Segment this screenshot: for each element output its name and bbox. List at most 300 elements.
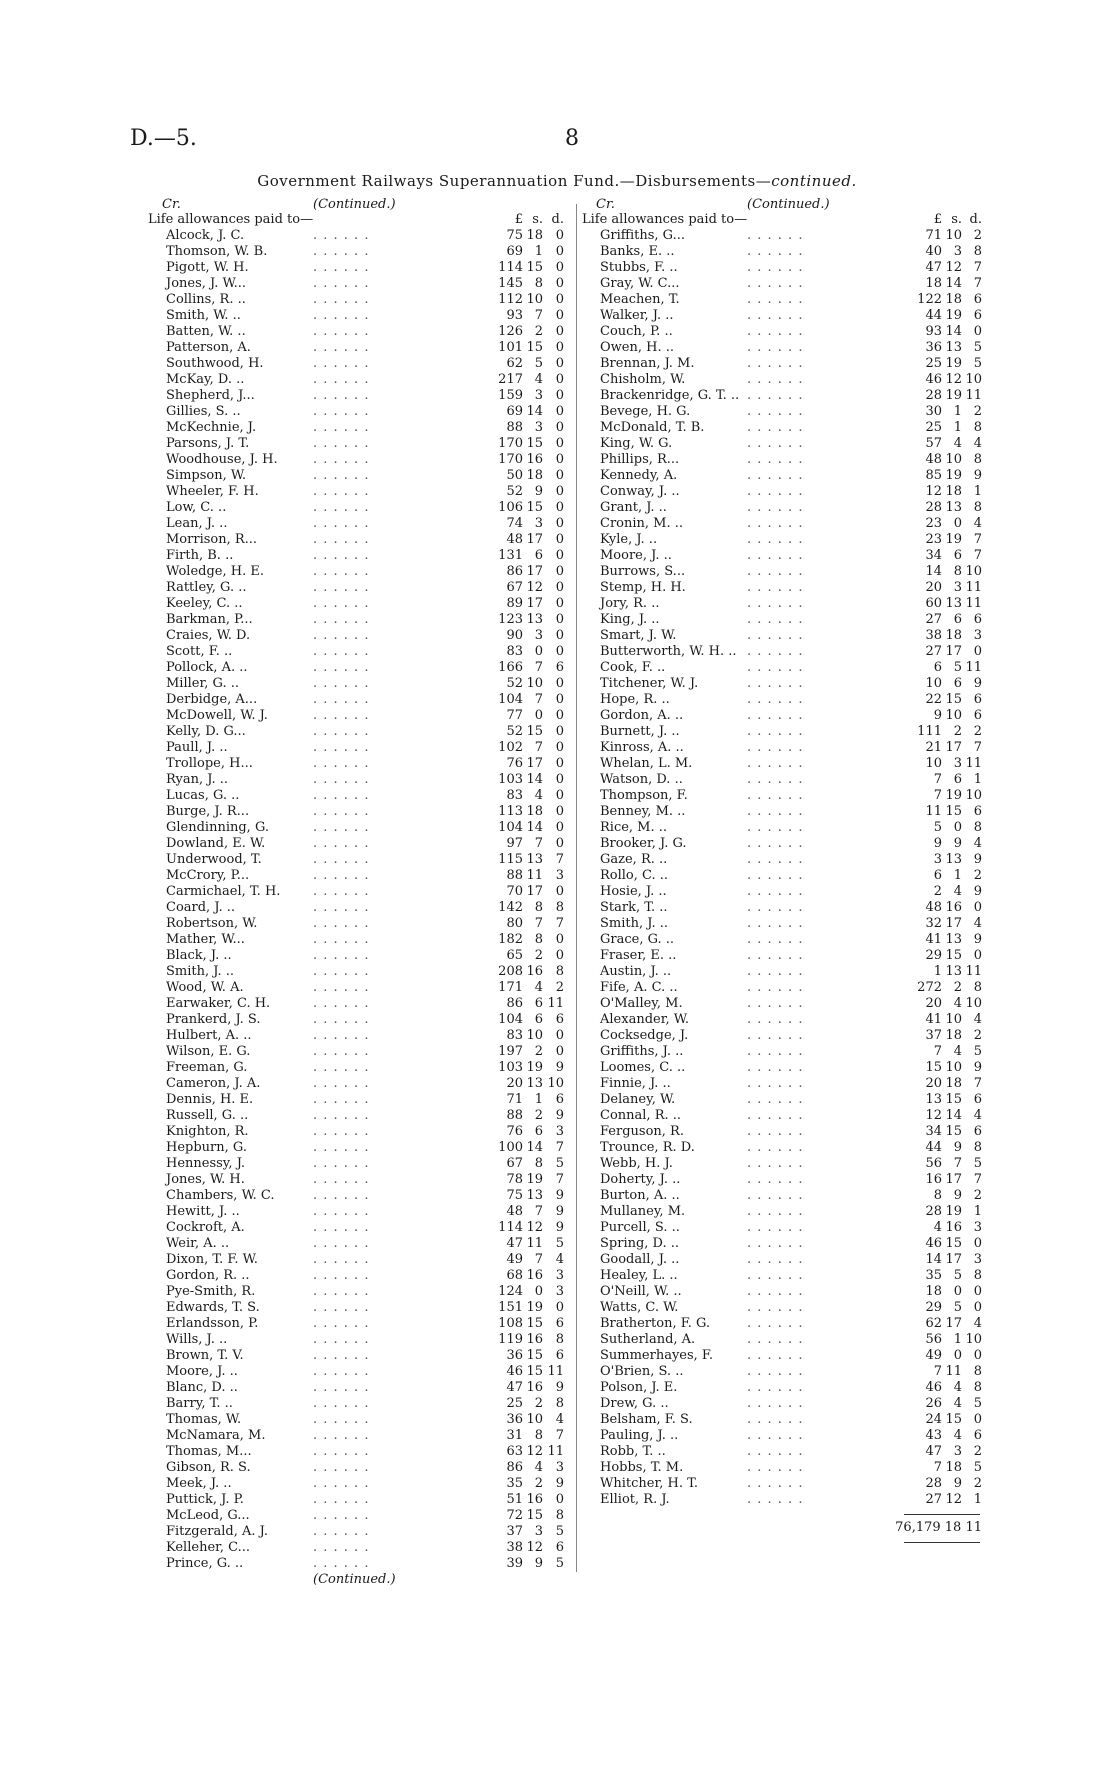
amount-shillings: 10 bbox=[526, 1412, 543, 1427]
leader-dots: . . . . . . bbox=[313, 1252, 370, 1267]
amount-pounds: 29 bbox=[925, 1300, 942, 1315]
amount-shillings: 17 bbox=[945, 644, 962, 659]
amount-shillings: 7 bbox=[534, 692, 543, 707]
amount-pence: 0 bbox=[555, 292, 564, 307]
grand-total-row bbox=[582, 1520, 1000, 1536]
amount-pounds: 86 bbox=[506, 996, 523, 1011]
amount-pence: 0 bbox=[555, 452, 564, 467]
amount-pounds: 115 bbox=[498, 852, 523, 867]
amount-pounds: 48 bbox=[506, 1204, 523, 1219]
amount-pounds: 28 bbox=[925, 500, 942, 515]
leader-dots: . . . . . . bbox=[313, 1556, 370, 1571]
amount-pence: 7 bbox=[973, 532, 982, 547]
left-column-footer bbox=[148, 1572, 573, 1588]
recipient-name: Banks, E. .. bbox=[600, 244, 675, 259]
leader-dots: . . . . . . bbox=[747, 452, 804, 467]
amount-shillings: 19 bbox=[945, 532, 962, 547]
allowance-row bbox=[148, 1540, 573, 1556]
leader-dots: . . . . . . bbox=[747, 1476, 804, 1491]
amount-pounds: 12 bbox=[925, 1108, 942, 1123]
allowance-row bbox=[148, 260, 573, 276]
amount-pence: 10 bbox=[965, 1332, 982, 1347]
recipient-name: Phillips, R... bbox=[600, 452, 680, 467]
leader-dots: . . . . . . bbox=[313, 740, 370, 755]
amount-pounds: 14 bbox=[925, 564, 942, 579]
recipient-name: Collins, R. .. bbox=[166, 292, 246, 307]
amount-shillings: 0 bbox=[534, 1284, 543, 1299]
amount-shillings: 3 bbox=[534, 1524, 543, 1539]
allowance-row bbox=[148, 436, 573, 452]
amount-shillings: 12 bbox=[526, 1444, 543, 1459]
allowance-row bbox=[148, 1092, 573, 1108]
amount-pounds: 24 bbox=[925, 1412, 942, 1427]
amount-pounds: 56 bbox=[925, 1156, 942, 1171]
leader-dots: . . . . . . bbox=[747, 420, 804, 435]
amount-shillings: 18 bbox=[945, 1076, 962, 1091]
continued-footer-label: (Continued.) bbox=[313, 1572, 396, 1587]
allowance-row bbox=[148, 932, 573, 948]
amount-shillings: 12 bbox=[945, 372, 962, 387]
allowance-row bbox=[582, 1204, 1000, 1220]
leader-dots: . . . . . . bbox=[747, 1252, 804, 1267]
allowance-row bbox=[582, 1332, 1000, 1348]
amount-shillings: 0 bbox=[953, 820, 962, 835]
amount-pence: 0 bbox=[555, 772, 564, 787]
leader-dots: . . . . . . bbox=[313, 1108, 370, 1123]
allowance-row bbox=[582, 692, 1000, 708]
leader-dots: . . . . . . bbox=[313, 612, 370, 627]
amount-pounds: 46 bbox=[925, 1236, 942, 1251]
amount-pounds: 69 bbox=[506, 244, 523, 259]
leader-dots: . . . . . . bbox=[313, 324, 370, 339]
amount-shillings: 18 bbox=[526, 228, 543, 243]
amount-pounds: 48 bbox=[925, 900, 942, 915]
amount-pounds: 88 bbox=[506, 1108, 523, 1123]
leader-dots: . . . . . . bbox=[313, 1492, 370, 1507]
amount-pounds: 35 bbox=[506, 1476, 523, 1491]
allowance-row bbox=[148, 1220, 573, 1236]
recipient-name: Grace, G. .. bbox=[600, 932, 675, 947]
amount-shillings: 11 bbox=[526, 1236, 543, 1251]
amount-shillings: 1 bbox=[953, 404, 962, 419]
amount-shillings: 15 bbox=[526, 1508, 543, 1523]
allowance-row bbox=[148, 1380, 573, 1396]
leader-dots: . . . . . . bbox=[313, 1460, 370, 1475]
amount-pounds: 100 bbox=[498, 1140, 523, 1155]
amount-pence: 6 bbox=[973, 692, 982, 707]
leader-dots: . . . . . . bbox=[747, 900, 804, 915]
allowance-row bbox=[582, 916, 1000, 932]
amount-shillings: 7 bbox=[534, 1252, 543, 1267]
leader-dots: . . . . . . bbox=[313, 436, 370, 451]
allowance-row bbox=[148, 788, 573, 804]
left-column-header bbox=[148, 198, 573, 212]
leader-dots: . . . . . . bbox=[313, 260, 370, 275]
amount-pounds: 119 bbox=[498, 1332, 523, 1347]
allowance-row bbox=[148, 644, 573, 660]
amount-pounds: 36 bbox=[506, 1348, 523, 1363]
leader-dots: . . . . . . bbox=[313, 628, 370, 643]
amount-pounds: 75 bbox=[506, 228, 523, 243]
amount-shillings: 8 bbox=[534, 276, 543, 291]
amount-shillings: 19 bbox=[945, 468, 962, 483]
amount-pence: 4 bbox=[973, 1108, 982, 1123]
amount-pence: 8 bbox=[973, 1380, 982, 1395]
allowance-row bbox=[148, 1348, 573, 1364]
recipient-name: Low, C. .. bbox=[166, 500, 227, 515]
leader-dots: . . . . . . bbox=[747, 1108, 804, 1123]
amount-pounds: 3 bbox=[933, 852, 942, 867]
recipient-name: McDowell, W. J. bbox=[166, 708, 268, 723]
amount-shillings: 13 bbox=[526, 1076, 543, 1091]
amount-shillings: 4 bbox=[953, 884, 962, 899]
leader-dots: . . . . . . bbox=[747, 980, 804, 995]
leader-dots: . . . . . . bbox=[313, 388, 370, 403]
leader-dots: . . . . . . bbox=[313, 788, 370, 803]
amount-pence: 3 bbox=[555, 1268, 564, 1283]
amount-pence: 1 bbox=[973, 484, 982, 499]
amount-pence: 0 bbox=[973, 324, 982, 339]
leader-dots: . . . . . . bbox=[747, 1268, 804, 1283]
allowance-row bbox=[148, 948, 573, 964]
allowance-row bbox=[582, 628, 1000, 644]
recipient-name: Cook, F. .. bbox=[600, 660, 666, 675]
allowance-row bbox=[148, 244, 573, 260]
recipient-name: Fitzgerald, A. J. bbox=[166, 1524, 268, 1539]
amount-pounds: 159 bbox=[498, 388, 523, 403]
amount-pence: 0 bbox=[555, 404, 564, 419]
allowance-row bbox=[582, 1092, 1000, 1108]
leader-dots: . . . . . . bbox=[747, 356, 804, 371]
amount-pence: 2 bbox=[973, 1444, 982, 1459]
grand-total-amount: 76,179 18 11 bbox=[895, 1520, 982, 1535]
right-column-header bbox=[582, 198, 1000, 212]
allowance-row bbox=[148, 596, 573, 612]
recipient-name: Morrison, R... bbox=[166, 532, 258, 547]
amount-shillings: 2 bbox=[953, 724, 962, 739]
amount-pence: 4 bbox=[555, 1252, 564, 1267]
leader-dots: . . . . . . bbox=[747, 916, 804, 931]
allowance-row bbox=[582, 932, 1000, 948]
leader-dots: . . . . . . bbox=[747, 788, 804, 803]
leader-dots: . . . . . . bbox=[747, 292, 804, 307]
allowance-row bbox=[148, 724, 573, 740]
recipient-name: Smith, W. .. bbox=[166, 308, 241, 323]
amount-pence: 9 bbox=[555, 1204, 564, 1219]
amount-pounds: 52 bbox=[506, 676, 523, 691]
amount-shillings: 15 bbox=[526, 724, 543, 739]
document-code: D.—5. bbox=[130, 126, 197, 151]
recipient-name: Coard, J. .. bbox=[166, 900, 236, 915]
leader-dots: . . . . . . bbox=[313, 1364, 370, 1379]
amount-pence: 4 bbox=[973, 516, 982, 531]
amount-shillings: 4 bbox=[953, 996, 962, 1011]
amount-pence: 8 bbox=[973, 244, 982, 259]
amount-shillings: 19 bbox=[945, 308, 962, 323]
amount-shillings: 18 bbox=[526, 468, 543, 483]
allowance-row bbox=[582, 996, 1000, 1012]
amount-shillings: 18 bbox=[945, 292, 962, 307]
amount-pence: 2 bbox=[973, 404, 982, 419]
leader-dots: . . . . . . bbox=[313, 1028, 370, 1043]
amount-pence: 11 bbox=[965, 580, 982, 595]
amount-pence: 9 bbox=[555, 1060, 564, 1075]
recipient-name: Sutherland, A. bbox=[600, 1332, 696, 1347]
recipient-name: Healey, L. .. bbox=[600, 1268, 678, 1283]
amount-shillings: 17 bbox=[526, 532, 543, 547]
leader-dots: . . . . . . bbox=[747, 1188, 804, 1203]
amount-pounds: 36 bbox=[506, 1412, 523, 1427]
amount-shillings: 0 bbox=[534, 708, 543, 723]
amount-pounds: 182 bbox=[498, 932, 523, 947]
amount-shillings: 16 bbox=[945, 1220, 962, 1235]
amount-shillings: 12 bbox=[526, 1220, 543, 1235]
allowance-row bbox=[148, 1444, 573, 1460]
amount-pounds: 197 bbox=[498, 1044, 523, 1059]
leader-dots: . . . . . . bbox=[747, 532, 804, 547]
leader-dots: . . . . . . bbox=[313, 772, 370, 787]
allowance-row bbox=[582, 468, 1000, 484]
amount-pence: 8 bbox=[973, 1140, 982, 1155]
leader-dots: . . . . . . bbox=[313, 1012, 370, 1027]
amount-pence: 6 bbox=[555, 1348, 564, 1363]
amount-pounds: 88 bbox=[506, 868, 523, 883]
amount-shillings: 15 bbox=[526, 340, 543, 355]
amount-shillings: 9 bbox=[953, 1188, 962, 1203]
amount-pounds: 93 bbox=[925, 324, 942, 339]
leader-dots: . . . . . . bbox=[747, 1236, 804, 1251]
amount-pounds: 63 bbox=[506, 1444, 523, 1459]
recipient-name: McKechnie, J. bbox=[166, 420, 257, 435]
pounds-header: £ bbox=[933, 212, 942, 227]
amount-shillings: 14 bbox=[526, 404, 543, 419]
amount-pounds: 4 bbox=[933, 1220, 942, 1235]
allowance-row bbox=[582, 964, 1000, 980]
recipient-name: Dixon, T. F. W. bbox=[166, 1252, 258, 1267]
amount-pence: 4 bbox=[973, 836, 982, 851]
leader-dots: . . . . . . bbox=[313, 292, 370, 307]
amount-pounds: 124 bbox=[498, 1284, 523, 1299]
leader-dots: . . . . . . bbox=[747, 804, 804, 819]
leader-dots: . . . . . . bbox=[313, 1076, 370, 1091]
amount-shillings: 19 bbox=[945, 356, 962, 371]
leader-dots: . . . . . . bbox=[747, 1284, 804, 1299]
amount-shillings: 10 bbox=[945, 228, 962, 243]
amount-shillings: 16 bbox=[526, 1268, 543, 1283]
amount-shillings: 4 bbox=[534, 980, 543, 995]
recipient-name: Burge, J. R... bbox=[166, 804, 250, 819]
amount-pence: 1 bbox=[973, 1204, 982, 1219]
allowance-row bbox=[582, 324, 1000, 340]
allowance-row bbox=[148, 1476, 573, 1492]
amount-shillings: 3 bbox=[534, 516, 543, 531]
amount-pounds: 114 bbox=[498, 1220, 523, 1235]
amount-pounds: 41 bbox=[925, 932, 942, 947]
leader-dots: . . . . . . bbox=[747, 772, 804, 787]
recipient-name: Rattley, G. .. bbox=[166, 580, 247, 595]
amount-pence: 0 bbox=[973, 1300, 982, 1315]
allowance-row bbox=[582, 948, 1000, 964]
recipient-name: Cameron, J. A. bbox=[166, 1076, 261, 1091]
leader-dots: . . . . . . bbox=[747, 500, 804, 515]
allowance-row bbox=[582, 1236, 1000, 1252]
right-entry-list bbox=[582, 228, 1000, 1508]
leader-dots: . . . . . . bbox=[313, 1412, 370, 1427]
allowance-row bbox=[148, 692, 573, 708]
amount-shillings: 18 bbox=[945, 628, 962, 643]
amount-pounds: 49 bbox=[925, 1348, 942, 1363]
amount-pence: 3 bbox=[973, 1220, 982, 1235]
leader-dots: . . . . . . bbox=[313, 484, 370, 499]
leader-dots: . . . . . . bbox=[313, 1284, 370, 1299]
recipient-name: Kelly, D. G... bbox=[166, 724, 246, 739]
amount-pounds: 171 bbox=[498, 980, 523, 995]
amount-pounds: 71 bbox=[925, 228, 942, 243]
recipient-name: Chambers, W. C. bbox=[166, 1188, 275, 1203]
recipient-name: Pauling, J. .. bbox=[600, 1428, 679, 1443]
amount-pounds: 48 bbox=[506, 532, 523, 547]
amount-pounds: 11 bbox=[925, 804, 942, 819]
amount-pounds: 114 bbox=[498, 260, 523, 275]
amount-shillings: 2 bbox=[534, 1044, 543, 1059]
allowance-row bbox=[582, 260, 1000, 276]
allowance-row bbox=[148, 1172, 573, 1188]
amount-pounds: 170 bbox=[498, 436, 523, 451]
allowance-row bbox=[148, 404, 573, 420]
recipient-name: Whelan, L. M. bbox=[600, 756, 693, 771]
amount-pence: 0 bbox=[555, 500, 564, 515]
amount-shillings: 15 bbox=[526, 500, 543, 515]
leader-dots: . . . . . . bbox=[313, 1268, 370, 1283]
amount-pence: 2 bbox=[973, 1476, 982, 1491]
amount-pence: 6 bbox=[973, 1124, 982, 1139]
amount-pence: 9 bbox=[973, 468, 982, 483]
allowance-row bbox=[582, 292, 1000, 308]
leader-dots: . . . . . . bbox=[313, 1540, 370, 1555]
amount-pence: 0 bbox=[973, 1412, 982, 1427]
amount-pence: 0 bbox=[555, 340, 564, 355]
recipient-name: Derbidge, A... bbox=[166, 692, 258, 707]
recipient-name: Meachen, T. bbox=[600, 292, 680, 307]
amount-pence: 8 bbox=[973, 452, 982, 467]
amount-shillings: 9 bbox=[953, 836, 962, 851]
leader-dots: . . . . . . bbox=[747, 308, 804, 323]
recipient-name: Pollock, A. .. bbox=[166, 660, 248, 675]
recipient-name: Owen, H. .. bbox=[600, 340, 674, 355]
amount-pence: 5 bbox=[555, 1524, 564, 1539]
amount-pounds: 104 bbox=[498, 692, 523, 707]
amount-pounds: 9 bbox=[933, 708, 942, 723]
recipient-name: King, J. .. bbox=[600, 612, 660, 627]
amount-pounds: 28 bbox=[925, 1204, 942, 1219]
recipient-name: Kelleher, C... bbox=[166, 1540, 251, 1555]
allowance-row bbox=[582, 1380, 1000, 1396]
recipient-name: Doherty, J. .. bbox=[600, 1172, 681, 1187]
amount-pounds: 111 bbox=[917, 724, 942, 739]
amount-pounds: 69 bbox=[506, 404, 523, 419]
amount-shillings: 14 bbox=[945, 324, 962, 339]
amount-pounds: 68 bbox=[506, 1268, 523, 1283]
leader-dots: . . . . . . bbox=[747, 1412, 804, 1427]
allowance-row bbox=[148, 324, 573, 340]
allowance-row bbox=[148, 900, 573, 916]
amount-pounds: 38 bbox=[925, 628, 942, 643]
leader-dots: . . . . . . bbox=[313, 996, 370, 1011]
amount-shillings: 17 bbox=[526, 884, 543, 899]
amount-pence: 6 bbox=[973, 1092, 982, 1107]
amount-pence: 2 bbox=[973, 1028, 982, 1043]
allowance-row bbox=[148, 452, 573, 468]
leader-dots: . . . . . . bbox=[747, 1220, 804, 1235]
allowance-row bbox=[148, 1204, 573, 1220]
recipient-name: Prince, G. .. bbox=[166, 1556, 244, 1571]
amount-shillings: 16 bbox=[945, 900, 962, 915]
allowance-row bbox=[582, 1348, 1000, 1364]
leader-dots: . . . . . . bbox=[747, 228, 804, 243]
allowance-row bbox=[148, 500, 573, 516]
leader-dots: . . . . . . bbox=[313, 420, 370, 435]
allowance-row bbox=[148, 1428, 573, 1444]
amount-pounds: 90 bbox=[506, 628, 523, 643]
allowance-row bbox=[582, 1428, 1000, 1444]
leader-dots: . . . . . . bbox=[313, 244, 370, 259]
amount-pence: 3 bbox=[973, 1252, 982, 1267]
amount-pence: 0 bbox=[555, 820, 564, 835]
amount-pounds: 34 bbox=[925, 548, 942, 563]
amount-pence: 0 bbox=[555, 708, 564, 723]
amount-pence: 0 bbox=[555, 228, 564, 243]
recipient-name: Goodall, J. .. bbox=[600, 1252, 680, 1267]
amount-pounds: 83 bbox=[506, 1028, 523, 1043]
recipient-name: Gordon, R. .. bbox=[166, 1268, 250, 1283]
amount-pence: 6 bbox=[973, 1428, 982, 1443]
amount-pounds: 16 bbox=[925, 1172, 942, 1187]
allowance-row bbox=[582, 676, 1000, 692]
leader-dots: . . . . . . bbox=[313, 1172, 370, 1187]
allowance-row bbox=[148, 884, 573, 900]
amount-pence: 0 bbox=[555, 420, 564, 435]
recipient-name: Couch, P. .. bbox=[600, 324, 673, 339]
leader-dots: . . . . . . bbox=[313, 340, 370, 355]
recipient-name: McLeod, G... bbox=[166, 1508, 250, 1523]
leader-dots: . . . . . . bbox=[747, 1044, 804, 1059]
amount-pence: 9 bbox=[555, 1188, 564, 1203]
amount-shillings: 10 bbox=[945, 1012, 962, 1027]
amount-pounds: 151 bbox=[498, 1300, 523, 1315]
amount-pounds: 41 bbox=[925, 1012, 942, 1027]
recipient-name: Thompson, F. bbox=[600, 788, 688, 803]
leader-dots: . . . . . . bbox=[747, 660, 804, 675]
amount-pence: 0 bbox=[555, 1492, 564, 1507]
allowance-row bbox=[582, 1316, 1000, 1332]
amount-shillings: 13 bbox=[526, 612, 543, 627]
recipient-name: Brooker, J. G. bbox=[600, 836, 687, 851]
leader-dots: . . . . . . bbox=[313, 228, 370, 243]
amount-pounds: 60 bbox=[925, 596, 942, 611]
allowance-row bbox=[148, 1300, 573, 1316]
allowance-row bbox=[582, 788, 1000, 804]
amount-shillings: 6 bbox=[534, 1012, 543, 1027]
leader-dots: . . . . . . bbox=[747, 884, 804, 899]
amount-pence: 11 bbox=[965, 964, 982, 979]
leader-dots: . . . . . . bbox=[313, 1380, 370, 1395]
amount-pounds: 103 bbox=[498, 1060, 523, 1075]
leader-dots: . . . . . . bbox=[747, 372, 804, 387]
leader-dots: . . . . . . bbox=[313, 1444, 370, 1459]
leader-dots: . . . . . . bbox=[313, 948, 370, 963]
amount-shillings: 2 bbox=[534, 948, 543, 963]
recipient-name: Conway, J. .. bbox=[600, 484, 680, 499]
